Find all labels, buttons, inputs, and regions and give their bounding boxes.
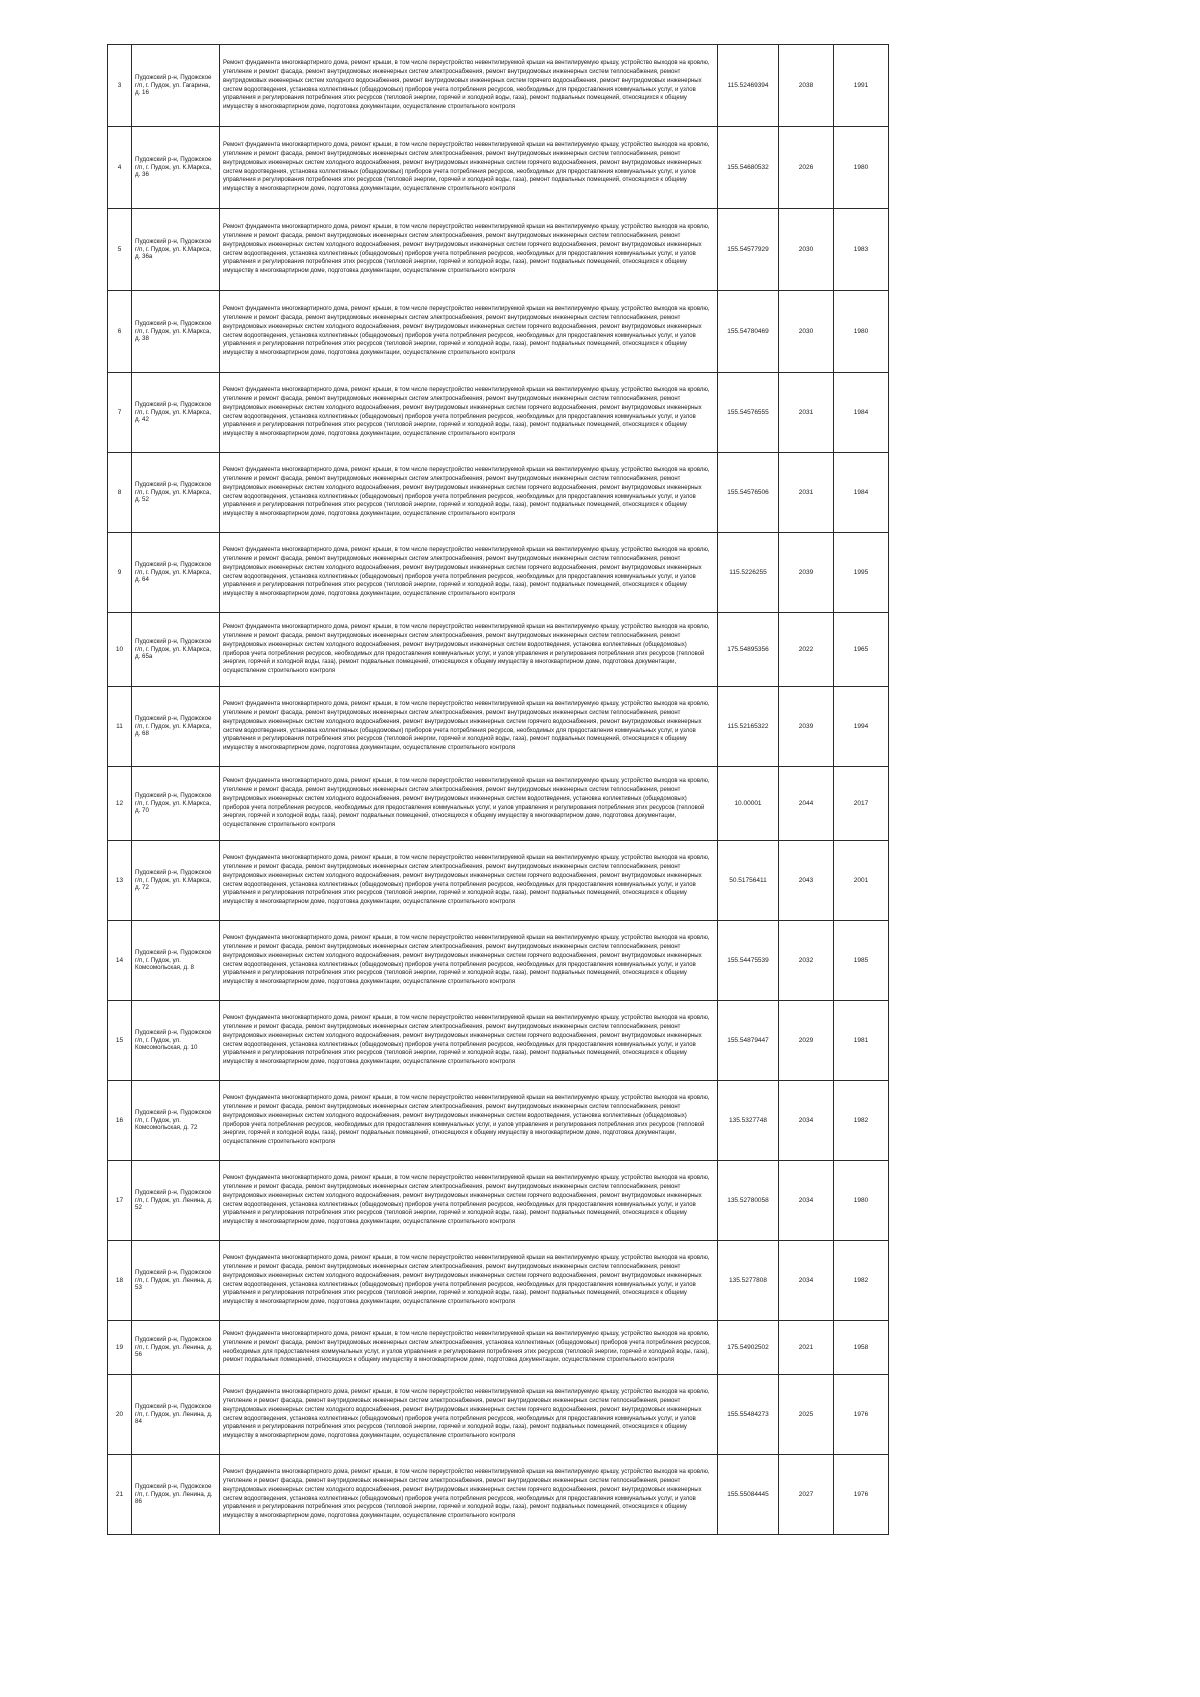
row-number: 10 bbox=[108, 613, 132, 687]
row-number: 15 bbox=[108, 1001, 132, 1081]
house-address: Пудожский р-н, Пудожское г/п, г. Пудож, ул. К.Маркса, д. 36 bbox=[132, 127, 220, 209]
cost-index-value: 155.55084445 bbox=[718, 1455, 779, 1535]
planned-repair-year: 2039 bbox=[779, 533, 834, 613]
repair-works-list: Ремонт фундамента многоквартирного дома, ремонт крыши, в том числе переустройство невентилируемой крыши на вентилируемую крышу, устройство выходов на кровлю, утепление и ремонт фасада, ремонт внутридомовых инженерных систем электроснабжения, ремонт внутридомовых инженерных систем теплоснабжения, ремонт внутридомовых инженерных систем холодного водоснабжения, ремонт внутридомовых инженерных систем горячего водоснабжения, ремонт внутридомовых инженерных систем водоотведения, установка коллективных (общедомовых) приборов учета потребления ресурсов, необходимых для предоставления коммунальных услуг, и узлов управления и регулирования потребления этих ресурсов (тепловой энергии, горячей и холодной воды, газа), ремонт подвальных помещений, относящихся к общему имуществу в многоквартирном доме, подготовка документации, осуществление строительного контроля bbox=[220, 291, 718, 373]
repair-works-list: Ремонт фундамента многоквартирного дома, ремонт крыши, в том числе переустройство невентилируемой крыши на вентилируемую крышу, устройство выходов на кровлю, утепление и ремонт фасада, ремонт внутридомовых инженерных систем электроснабжения, ремонт внутридомовых инженерных систем теплоснабжения, ремонт внутридомовых инженерных систем холодного водоснабжения, ремонт внутридомовых инженерных систем горячего водоснабжения, ремонт внутридомовых инженерных систем водоотведения, установка коллективных (общедомовых) приборов учета потребления ресурсов, необходимых для предоставления коммунальных услуг, и узлов управления и регулирования потребления этих ресурсов (тепловой энергии, горячей и холодной воды, газа), ремонт подвальных помещений, относящихся к общему имуществу в многоквартирном доме, подготовка документации, осуществление строительного контроля bbox=[220, 921, 718, 1001]
planned-repair-year: 2032 bbox=[779, 921, 834, 1001]
row-number: 19 bbox=[108, 1321, 132, 1375]
cost-index-value: 135.5327748 bbox=[718, 1081, 779, 1161]
table-row bbox=[108, 533, 889, 613]
house-address: Пудожский р-н, Пудожское г/п, г. Пудож, ул. К.Маркса, д. 68 bbox=[132, 687, 220, 767]
planned-repair-year: 2029 bbox=[779, 1001, 834, 1081]
repair-works-list: Ремонт фундамента многоквартирного дома, ремонт крыши, в том числе переустройство невентилируемой крыши на вентилируемую крышу, устройство выходов на кровлю, утепление и ремонт фасада, ремонт внутридомовых инженерных систем электроснабжения, ремонт внутридомовых инженерных систем теплоснабжения, ремонт внутридомовых инженерных систем холодного водоснабжения, ремонт внутридомовых инженерных систем водоотведения, установка коллективных (общедомовых) приборов учета потребления ресурсов, необходимых для предоставления коммунальных услуг, и узлов управления и регулирования потребления этих ресурсов (тепловой энергии, горячей и холодной воды, газа), ремонт подвальных помещений, относящихся к общему имуществу в многоквартирном доме, подготовка документации, осуществление строительного контроля bbox=[220, 613, 718, 687]
house-address: Пудожский р-н, Пудожское г/п, г. Пудож, ул. Ленина, д. 86 bbox=[132, 1455, 220, 1535]
cost-index-value: 115.52165322 bbox=[718, 687, 779, 767]
planned-repair-year: 2030 bbox=[779, 209, 834, 291]
table-body bbox=[108, 45, 889, 1535]
cost-index-value: 155.54576506 bbox=[718, 453, 779, 533]
planned-repair-year: 2034 bbox=[779, 1161, 834, 1241]
repair-works-list: Ремонт фундамента многоквартирного дома, ремонт крыши, в том числе переустройство невентилируемой крыши на вентилируемую крышу, устройство выходов на кровлю, утепление и ремонт фасада, ремонт внутридомовых инженерных систем электроснабжения, ремонт внутридомовых инженерных систем теплоснабжения, ремонт внутридомовых инженерных систем холодного водоснабжения, ремонт внутридомовых инженерных систем горячего водоснабжения, ремонт внутридомовых инженерных систем водоотведения, установка коллективных (общедомовых) приборов учета потребления ресурсов, необходимых для предоставления коммунальных услуг, и узлов управления и регулирования потребления этих ресурсов (тепловой энергии, горячей и холодной воды, газа), ремонт подвальных помещений, относящихся к общему имуществу в многоквартирном доме, подготовка документации, осуществление строительного контроля bbox=[220, 533, 718, 613]
construction-year: 1976 bbox=[834, 1375, 889, 1455]
planned-repair-year: 2025 bbox=[779, 1375, 834, 1455]
planned-repair-year: 2034 bbox=[779, 1241, 834, 1321]
table-row bbox=[108, 1321, 889, 1375]
planned-repair-year: 2030 bbox=[779, 291, 834, 373]
house-address: Пудожский р-н, Пудожское г/п, г. Пудож, ул. К.Маркса, д. 38 bbox=[132, 291, 220, 373]
row-number: 18 bbox=[108, 1241, 132, 1321]
cost-index-value: 135.5277808 bbox=[718, 1241, 779, 1321]
table-row bbox=[108, 687, 889, 767]
row-number: 8 bbox=[108, 453, 132, 533]
table-row bbox=[108, 291, 889, 373]
table-row bbox=[108, 1375, 889, 1455]
table-row bbox=[108, 209, 889, 291]
planned-repair-year: 2026 bbox=[779, 127, 834, 209]
repair-works-list: Ремонт фундамента многоквартирного дома, ремонт крыши, в том числе переустройство невентилируемой крыши на вентилируемую крышу, устройство выходов на кровлю, утепление и ремонт фасада, ремонт внутридомовых инженерных систем электроснабжения, ремонт внутридомовых инженерных систем теплоснабжения, ремонт внутридомовых инженерных систем холодного водоснабжения, ремонт внутридомовых инженерных систем водоотведения, установка коллективных (общедомовых) приборов учета потребления ресурсов, необходимых для предоставления коммунальных услуг, и узлов управления и регулирования потребления этих ресурсов (тепловой энергии, горячей и холодной воды, газа), ремонт подвальных помещений, относящихся к общему имуществу в многоквартирном доме, подготовка документации, осуществление строительного контроля bbox=[220, 767, 718, 841]
row-number: 11 bbox=[108, 687, 132, 767]
construction-year: 1958 bbox=[834, 1321, 889, 1375]
table-row bbox=[108, 1455, 889, 1535]
planned-repair-year: 2027 bbox=[779, 1455, 834, 1535]
construction-year: 1982 bbox=[834, 1241, 889, 1321]
repair-works-list: Ремонт фундамента многоквартирного дома, ремонт крыши, в том числе переустройство невентилируемой крыши на вентилируемую крышу, устройство выходов на кровлю, утепление и ремонт фасада, ремонт внутридомовых инженерных систем электроснабжения, ремонт внутридомовых инженерных систем теплоснабжения, ремонт внутридомовых инженерных систем холодного водоснабжения, ремонт внутридомовых инженерных систем горячего водоснабжения, ремонт внутридомовых инженерных систем водоотведения, установка коллективных (общедомовых) приборов учета потребления ресурсов, необходимых для предоставления коммунальных услуг, и узлов управления и регулирования потребления этих ресурсов (тепловой энергии, горячей и холодной воды, газа), ремонт подвальных помещений, относящихся к общему имуществу в многоквартирном доме, подготовка документации, осуществление строительного контроля bbox=[220, 373, 718, 453]
table-row bbox=[108, 767, 889, 841]
repair-works-list: Ремонт фундамента многоквартирного дома, ремонт крыши, в том числе переустройство невентилируемой крыши на вентилируемую крышу, устройство выходов на кровлю, утепление и ремонт фасада, ремонт внутридомовых инженерных систем электроснабжения, ремонт внутридомовых инженерных систем теплоснабжения, ремонт внутридомовых инженерных систем холодного водоснабжения, ремонт внутридомовых инженерных систем горячего водоснабжения, ремонт внутридомовых инженерных систем водоотведения, установка коллективных (общедомовых) приборов учета потребления ресурсов, необходимых для предоставления коммунальных услуг, и узлов управления и регулирования потребления этих ресурсов (тепловой энергии, горячей и холодной воды, газа), ремонт подвальных помещений, относящихся к общему имуществу в многоквартирном доме, подготовка документации, осуществление строительного контроля bbox=[220, 209, 718, 291]
house-address: Пудожский р-н, Пудожское г/п, г. Пудож, ул. Ленина, д. 56 bbox=[132, 1321, 220, 1375]
construction-year: 2001 bbox=[834, 841, 889, 921]
table-row bbox=[108, 127, 889, 209]
repair-works-list: Ремонт фундамента многоквартирного дома, ремонт крыши, в том числе переустройство невентилируемой крыши на вентилируемую крышу, устройство выходов на кровлю, утепление и ремонт фасада, ремонт внутридомовых инженерных систем электроснабжения, ремонт внутридомовых инженерных систем теплоснабжения, ремонт внутридомовых инженерных систем холодного водоснабжения, ремонт внутридомовых инженерных систем горячего водоснабжения, ремонт внутридомовых инженерных систем водоотведения, установка коллективных (общедомовых) приборов учета потребления ресурсов, необходимых для предоставления коммунальных услуг, и узлов управления и регулирования потребления этих ресурсов (тепловой энергии, горячей и холодной воды, газа), ремонт подвальных помещений, относящихся к общему имуществу в многоквартирном доме, подготовка документации, осуществление строительного контроля bbox=[220, 1001, 718, 1081]
construction-year: 1995 bbox=[834, 533, 889, 613]
planned-repair-year: 2021 bbox=[779, 1321, 834, 1375]
cost-index-value: 115.52469394 bbox=[718, 45, 779, 127]
cost-index-value: 115.5226255 bbox=[718, 533, 779, 613]
row-number: 5 bbox=[108, 209, 132, 291]
construction-year: 1991 bbox=[834, 45, 889, 127]
house-address: Пудожский р-н, Пудожское г/п, г. Пудож, ул. Ленина, д. 52 bbox=[132, 1161, 220, 1241]
construction-year: 1976 bbox=[834, 1455, 889, 1535]
cost-index-value: 50.51756411 bbox=[718, 841, 779, 921]
planned-repair-year: 2031 bbox=[779, 373, 834, 453]
row-number: 17 bbox=[108, 1161, 132, 1241]
row-number: 16 bbox=[108, 1081, 132, 1161]
cost-index-value: 155.54475539 bbox=[718, 921, 779, 1001]
house-address: Пудожский р-н, Пудожское г/п, г. Пудож, ул. К.Маркса, д. 72 bbox=[132, 841, 220, 921]
cost-index-value: 175.54902502 bbox=[718, 1321, 779, 1375]
house-address: Пудожский р-н, Пудожское г/п, г. Пудож, ул. К.Маркса, д. 64 bbox=[132, 533, 220, 613]
repair-works-list: Ремонт фундамента многоквартирного дома, ремонт крыши, в том числе переустройство невентилируемой крыши на вентилируемую крышу, устройство выходов на кровлю, утепление и ремонт фасада, ремонт внутридомовых инженерных систем электроснабжения, ремонт внутридомовых инженерных систем теплоснабжения, ремонт внутридомовых инженерных систем холодного водоснабжения, ремонт внутридомовых инженерных систем водоотведения, установка коллективных (общедомовых) приборов учета потребления ресурсов, необходимых для предоставления коммунальных услуг, и узлов управления и регулирования потребления этих ресурсов (тепловой энергии, горячей и холодной воды, газа), ремонт подвальных помещений, относящихся к общему имуществу в многоквартирном доме, подготовка документации, осуществление строительного контроля bbox=[220, 1081, 718, 1161]
construction-year: 1994 bbox=[834, 687, 889, 767]
cost-index-value: 155.54680532 bbox=[718, 127, 779, 209]
planned-repair-year: 2038 bbox=[779, 45, 834, 127]
repair-works-list: Ремонт фундамента многоквартирного дома, ремонт крыши, в том числе переустройство невентилируемой крыши на вентилируемую крышу, устройство выходов на кровлю, утепление и ремонт фасада, ремонт внутридомовых инженерных систем электроснабжения, ремонт внутридомовых инженерных систем теплоснабжения, ремонт внутридомовых инженерных систем холодного водоснабжения, ремонт внутридомовых инженерных систем горячего водоснабжения, ремонт внутридомовых инженерных систем водоотведения, установка коллективных (общедомовых) приборов учета потребления ресурсов, необходимых для предоставления коммунальных услуг, и узлов управления и регулирования потребления этих ресурсов (тепловой энергии, горячей и холодной воды, газа), ремонт подвальных помещений, относящихся к общему имуществу в многоквартирном доме, подготовка документации, осуществление строительного контроля bbox=[220, 127, 718, 209]
repair-works-list: Ремонт фундамента многоквартирного дома, ремонт крыши, в том числе переустройство невентилируемой крыши на вентилируемую крышу, устройство выходов на кровлю, утепление и ремонт фасада, ремонт внутридомовых инженерных систем электроснабжения, ремонт внутридомовых инженерных систем теплоснабжения, ремонт внутридомовых инженерных систем холодного водоснабжения, ремонт внутридомовых инженерных систем горячего водоснабжения, ремонт внутридомовых инженерных систем водоотведения, установка коллективных (общедомовых) приборов учета потребления ресурсов, необходимых для предоставления коммунальных услуг, и узлов управления и регулирования потребления этих ресурсов (тепловой энергии, горячей и холодной воды, газа), ремонт подвальных помещений, относящихся к общему имуществу в многоквартирном доме, подготовка документации, осуществление строительного контроля bbox=[220, 1241, 718, 1321]
table-row bbox=[108, 1001, 889, 1081]
cost-index-value: 175.54895356 bbox=[718, 613, 779, 687]
construction-year: 1983 bbox=[834, 209, 889, 291]
house-address: Пудожский р-н, Пудожское г/п, г. Пудож, ул. Комсомольская, д. 10 bbox=[132, 1001, 220, 1081]
table-row bbox=[108, 453, 889, 533]
repair-works-list: Ремонт фундамента многоквартирного дома, ремонт крыши, в том числе переустройство невентилируемой крыши на вентилируемую крышу, устройство выходов на кровлю, утепление и ремонт фасада, ремонт внутридомовых инженерных систем электроснабжения, ремонт внутридомовых инженерных систем теплоснабжения, ремонт внутридомовых инженерных систем холодного водоснабжения, ремонт внутридомовых инженерных систем горячего водоснабжения, ремонт внутридомовых инженерных систем водоотведения, установка коллективных (общедомовых) приборов учета потребления ресурсов, необходимых для предоставления коммунальных услуг, и узлов управления и регулирования потребления этих ресурсов (тепловой энергии, горячей и холодной воды, газа), ремонт подвальных помещений, относящихся к общему имуществу в многоквартирном доме, подготовка документации, осуществление строительного контроля bbox=[220, 687, 718, 767]
row-number: 14 bbox=[108, 921, 132, 1001]
cost-index-value: 135.52780058 bbox=[718, 1161, 779, 1241]
cost-index-value: 155.55484273 bbox=[718, 1375, 779, 1455]
row-number: 20 bbox=[108, 1375, 132, 1455]
table-row bbox=[108, 1161, 889, 1241]
row-number: 12 bbox=[108, 767, 132, 841]
construction-year: 1984 bbox=[834, 373, 889, 453]
house-address: Пудожский р-н, Пудожское г/п, г. Пудож, ул. Ленина, д. 84 bbox=[132, 1375, 220, 1455]
cost-index-value: 155.54576555 bbox=[718, 373, 779, 453]
row-number: 9 bbox=[108, 533, 132, 613]
construction-year: 1980 bbox=[834, 291, 889, 373]
planned-repair-year: 2043 bbox=[779, 841, 834, 921]
house-address: Пудожский р-н, Пудожское г/п, г. Пудож, ул. К.Маркса, д. 36а bbox=[132, 209, 220, 291]
planned-repair-year: 2039 bbox=[779, 687, 834, 767]
capital-repair-table bbox=[107, 44, 889, 1535]
planned-repair-year: 2044 bbox=[779, 767, 834, 841]
house-address: Пудожский р-н, Пудожское г/п, г. Пудож, ул. К.Маркса, д. 65а bbox=[132, 613, 220, 687]
house-address: Пудожский р-н, Пудожское г/п, г. Пудож, ул. Гагарина, д. 16 bbox=[132, 45, 220, 127]
construction-year: 2017 bbox=[834, 767, 889, 841]
repair-works-list: Ремонт фундамента многоквартирного дома, ремонт крыши, в том числе переустройство невентилируемой крыши на вентилируемую крышу, устройство выходов на кровлю, утепление и ремонт фасада, ремонт внутридомовых инженерных систем электроснабжения, ремонт внутридомовых инженерных систем теплоснабжения, ремонт внутридомовых инженерных систем холодного водоснабжения, ремонт внутридомовых инженерных систем горячего водоснабжения, ремонт внутридомовых инженерных систем водоотведения, установка коллективных (общедомовых) приборов учета потребления ресурсов, необходимых для предоставления коммунальных услуг, и узлов управления и регулирования потребления этих ресурсов (тепловой энергии, горячей и холодной воды, газа), ремонт подвальных помещений, относящихся к общему имуществу в многоквартирном доме, подготовка документации, осуществление строительного контроля bbox=[220, 1455, 718, 1535]
row-number: 4 bbox=[108, 127, 132, 209]
house-address: Пудожский р-н, Пудожское г/п, г. Пудож, ул. Комсомольская, д. 72 bbox=[132, 1081, 220, 1161]
repair-works-list: Ремонт фундамента многоквартирного дома, ремонт крыши, в том числе переустройство невентилируемой крыши на вентилируемую крышу, устройство выходов на кровлю, утепление и ремонт фасада, ремонт внутридомовых инженерных систем электроснабжения, ремонт внутридомовых инженерных систем теплоснабжения, ремонт внутридомовых инженерных систем холодного водоснабжения, ремонт внутридомовых инженерных систем горячего водоснабжения, ремонт внутридомовых инженерных систем водоотведения, установка коллективных (общедомовых) приборов учета потребления ресурсов, необходимых для предоставления коммунальных услуг, и узлов управления и регулирования потребления этих ресурсов (тепловой энергии, горячей и холодной воды, газа), ремонт подвальных помещений, относящихся к общему имуществу в многоквартирном доме, подготовка документации, осуществление строительного контроля bbox=[220, 453, 718, 533]
house-address: Пудожский р-н, Пудожское г/п, г. Пудож, ул. К.Маркса, д. 42 bbox=[132, 373, 220, 453]
construction-year: 1982 bbox=[834, 1081, 889, 1161]
cost-index-value: 155.54780469 bbox=[718, 291, 779, 373]
construction-year: 1981 bbox=[834, 1001, 889, 1081]
repair-works-list: Ремонт фундамента многоквартирного дома, ремонт крыши, в том числе переустройство невентилируемой крыши на вентилируемую крышу, устройство выходов на кровлю, утепление и ремонт фасада, ремонт внутридомовых инженерных систем электроснабжения, ремонт внутридомовых инженерных систем теплоснабжения, ремонт внутридомовых инженерных систем холодного водоснабжения, ремонт внутридомовых инженерных систем горячего водоснабжения, ремонт внутридомовых инженерных систем водоотведения, установка коллективных (общедомовых) приборов учета потребления ресурсов, необходимых для предоставления коммунальных услуг, и узлов управления и регулирования потребления этих ресурсов (тепловой энергии, горячей и холодной воды, газа), ремонт подвальных помещений, относящихся к общему имуществу в многоквартирном доме, подготовка документации, осуществление строительного контроля bbox=[220, 1375, 718, 1455]
table-row bbox=[108, 1241, 889, 1321]
planned-repair-year: 2031 bbox=[779, 453, 834, 533]
construction-year: 1980 bbox=[834, 127, 889, 209]
table-row bbox=[108, 1081, 889, 1161]
construction-year: 1984 bbox=[834, 453, 889, 533]
table-row bbox=[108, 45, 889, 127]
table-row bbox=[108, 841, 889, 921]
cost-index-value: 155.54879447 bbox=[718, 1001, 779, 1081]
house-address: Пудожский р-н, Пудожское г/п, г. Пудож, ул. Комсомольская, д. 8 bbox=[132, 921, 220, 1001]
table-row bbox=[108, 613, 889, 687]
construction-year: 1985 bbox=[834, 921, 889, 1001]
house-address: Пудожский р-н, Пудожское г/п, г. Пудож, ул. Ленина, д. 53 bbox=[132, 1241, 220, 1321]
cost-index-value: 155.54577929 bbox=[718, 209, 779, 291]
house-address: Пудожский р-н, Пудожское г/п, г. Пудож, ул. К.Маркса, д. 52 bbox=[132, 453, 220, 533]
repair-works-list: Ремонт фундамента многоквартирного дома, ремонт крыши, в том числе переустройство невентилируемой крыши на вентилируемую крышу, устройство выходов на кровлю, утепление и ремонт фасада, ремонт внутридомовых инженерных систем электроснабжения, ремонт внутридомовых инженерных систем теплоснабжения, ремонт внутридомовых инженерных систем холодного водоснабжения, ремонт внутридомовых инженерных систем горячего водоснабжения, ремонт внутридомовых инженерных систем водоотведения, установка коллективных (общедомовых) приборов учета потребления ресурсов, необходимых для предоставления коммунальных услуг, и узлов управления и регулирования потребления этих ресурсов (тепловой энергии, горячей и холодной воды, газа), ремонт подвальных помещений, относящихся к общему имуществу в многоквартирном доме, подготовка документации, осуществление строительного контроля bbox=[220, 1161, 718, 1241]
repair-works-list: Ремонт фундамента многоквартирного дома, ремонт крыши, в том числе переустройство невентилируемой крыши на вентилируемую крышу, устройство выходов на кровлю, утепление и ремонт фасада, ремонт внутридомовых инженерных систем электроснабжения, установка коллективных (общедомовых) приборов учета потребления ресурсов, необходимых для предоставления коммунальных услуг, и узлов управления и регулирования потребления этих ресурсов (тепловой энергии, горячей и холодной воды, газа), ремонт подвальных помещений, относящихся к общему имуществу в многоквартирном доме, подготовка документации, осуществление строительного контроля bbox=[220, 1321, 718, 1375]
construction-year: 1980 bbox=[834, 1161, 889, 1241]
row-number: 3 bbox=[108, 45, 132, 127]
construction-year: 1965 bbox=[834, 613, 889, 687]
table-row bbox=[108, 373, 889, 453]
row-number: 6 bbox=[108, 291, 132, 373]
row-number: 21 bbox=[108, 1455, 132, 1535]
repair-works-list: Ремонт фундамента многоквартирного дома, ремонт крыши, в том числе переустройство невентилируемой крыши на вентилируемую крышу, устройство выходов на кровлю, утепление и ремонт фасада, ремонт внутридомовых инженерных систем электроснабжения, ремонт внутридомовых инженерных систем теплоснабжения, ремонт внутридомовых инженерных систем холодного водоснабжения, ремонт внутридомовых инженерных систем горячего водоснабжения, ремонт внутридомовых инженерных систем водоотведения, установка коллективных (общедомовых) приборов учета потребления ресурсов, необходимых для предоставления коммунальных услуг, и узлов управления и регулирования потребления этих ресурсов (тепловой энергии, горячей и холодной воды, газа), ремонт подвальных помещений, относящихся к общему имуществу в многоквартирном доме, подготовка документации, осуществление строительного контроля bbox=[220, 841, 718, 921]
row-number: 7 bbox=[108, 373, 132, 453]
row-number: 13 bbox=[108, 841, 132, 921]
table-row bbox=[108, 921, 889, 1001]
repair-works-list: Ремонт фундамента многоквартирного дома, ремонт крыши, в том числе переустройство невентилируемой крыши на вентилируемую крышу, устройство выходов на кровлю, утепление и ремонт фасада, ремонт внутридомовых инженерных систем электроснабжения, ремонт внутридомовых инженерных систем теплоснабжения, ремонт внутридомовых инженерных систем холодного водоснабжения, ремонт внутридомовых инженерных систем горячего водоснабжения, ремонт внутридомовых инженерных систем водоотведения, установка коллективных (общедомовых) приборов учета потребления ресурсов, необходимых для предоставления коммунальных услуг, и узлов управления и регулирования потребления этих ресурсов (тепловой энергии, горячей и холодной воды, газа), ремонт подвальных помещений, относящихся к общему имуществу в многоквартирном доме, подготовка документации, осуществление строительного контроля bbox=[220, 45, 718, 127]
house-address: Пудожский р-н, Пудожское г/п, г. Пудож, ул. К.Маркса, д. 70 bbox=[132, 767, 220, 841]
planned-repair-year: 2034 bbox=[779, 1081, 834, 1161]
planned-repair-year: 2022 bbox=[779, 613, 834, 687]
cost-index-value: 10.00001 bbox=[718, 767, 779, 841]
